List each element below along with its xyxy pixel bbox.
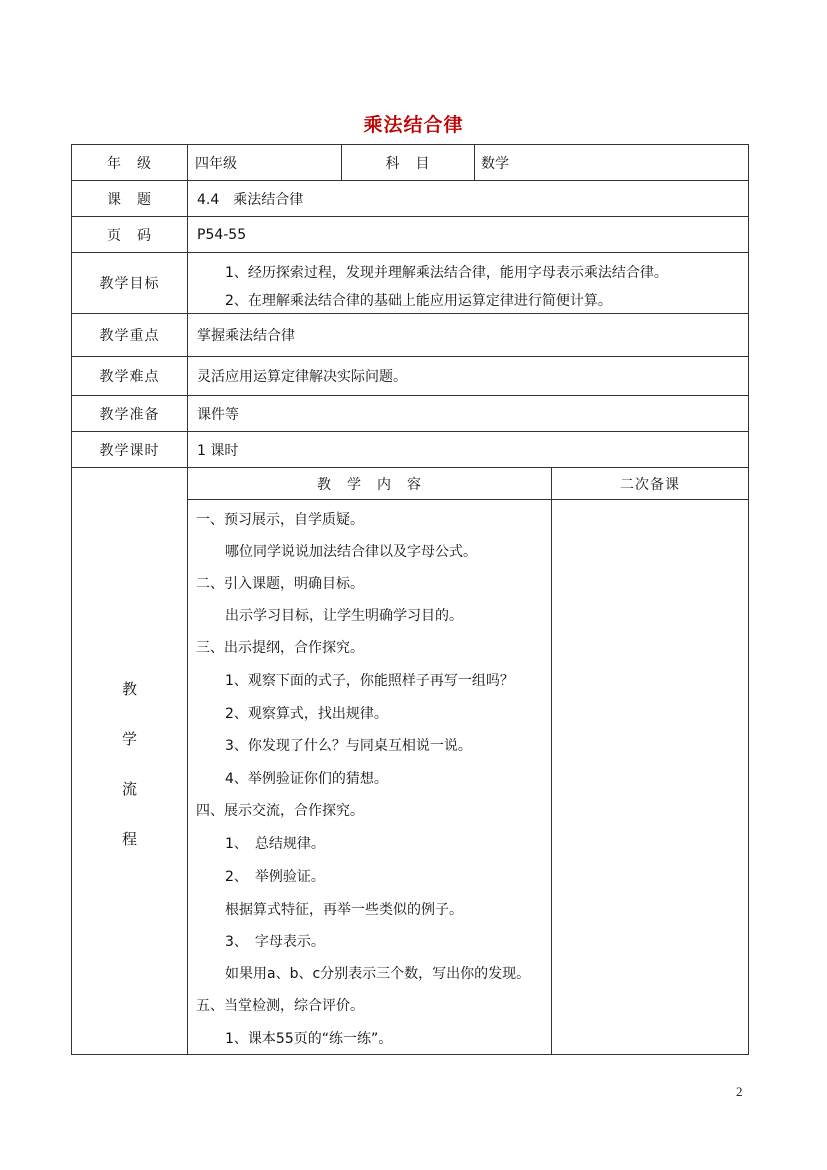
grade-label: 年 级 (107, 155, 152, 172)
step-detail: 出示学习目标，让学生明确学习目的。 (225, 608, 463, 624)
key-point-label: 教学重点 (99, 328, 160, 344)
hours-value: 1 课时 (197, 442, 239, 459)
goal-item: 2、在理解乘法结合律的基础上能应用运算定律进行简便计算。 (225, 293, 612, 309)
pages-label: 页 码 (107, 227, 152, 244)
step-detail: 2、观察算式，找出规律。 (225, 706, 388, 722)
step-detail: 如果用a、b、c分别表示三个数，写出你的发现。 (225, 966, 531, 982)
pages-value: P54-55 (197, 226, 247, 243)
topic-value: 4.4 乘法结合律 (197, 191, 304, 208)
goal-item: 1、经历探索过程，发现并理解乘法结合律，能用字母表示乘法结合律。 (225, 265, 668, 281)
difficulty-value: 灵活应用运算定律解决实际问题。 (197, 369, 407, 385)
goals-label: 教学目标 (99, 276, 160, 292)
document-title: 乘法结合律 (363, 114, 464, 136)
step-detail: 1、观察下面的式子，你能照样子再写一组吗？ (225, 673, 514, 689)
notes-header: 二次备课 (620, 476, 680, 493)
grade-value: 四年级 (195, 155, 237, 172)
step-detail: 1、课本55页的“练一练”。 (225, 1031, 393, 1047)
step-heading: 五、当堂检测，综合评价。 (196, 998, 364, 1014)
step-detail: 2、 举例验证。 (225, 869, 325, 885)
page-number: 2 (736, 1084, 743, 1099)
step-heading: 一、预习展示，自学质疑。 (196, 512, 364, 528)
step-heading: 四、展示交流，合作探究。 (196, 803, 364, 819)
process-side-label: 学 (122, 730, 138, 748)
process-side-label: 教 (122, 680, 138, 698)
subject-value: 数学 (481, 155, 509, 172)
step-detail: 1、 总结规律。 (225, 836, 325, 852)
step-heading: 三、出示提纲，合作探究。 (196, 640, 364, 656)
preparation-value: 课件等 (197, 406, 239, 423)
difficulty-label: 教学难点 (99, 369, 160, 385)
key-point-value: 掌握乘法结合律 (197, 328, 295, 344)
topic-label: 课 题 (107, 191, 152, 208)
process-side-label: 流 (122, 780, 138, 798)
step-detail: 3、你发现了什么？与同桌互相说一说。 (225, 738, 472, 754)
process-side-label: 程 (122, 830, 138, 848)
step-detail: 哪位同学说说加法结合律以及字母公式。 (225, 544, 477, 560)
subject-label: 科 目 (385, 155, 431, 172)
step-detail: 根据算式特征，再举一些类似的例子。 (225, 902, 463, 918)
hours-label: 教学课时 (99, 442, 160, 459)
step-detail: 4、举例验证你们的猜想。 (225, 771, 388, 787)
content-header: 教 学 内 容 (317, 476, 422, 493)
step-detail: 3、 字母表示。 (225, 934, 325, 950)
step-heading: 二、引入课题，明确目标。 (196, 576, 364, 592)
preparation-label: 教学准备 (99, 406, 160, 423)
